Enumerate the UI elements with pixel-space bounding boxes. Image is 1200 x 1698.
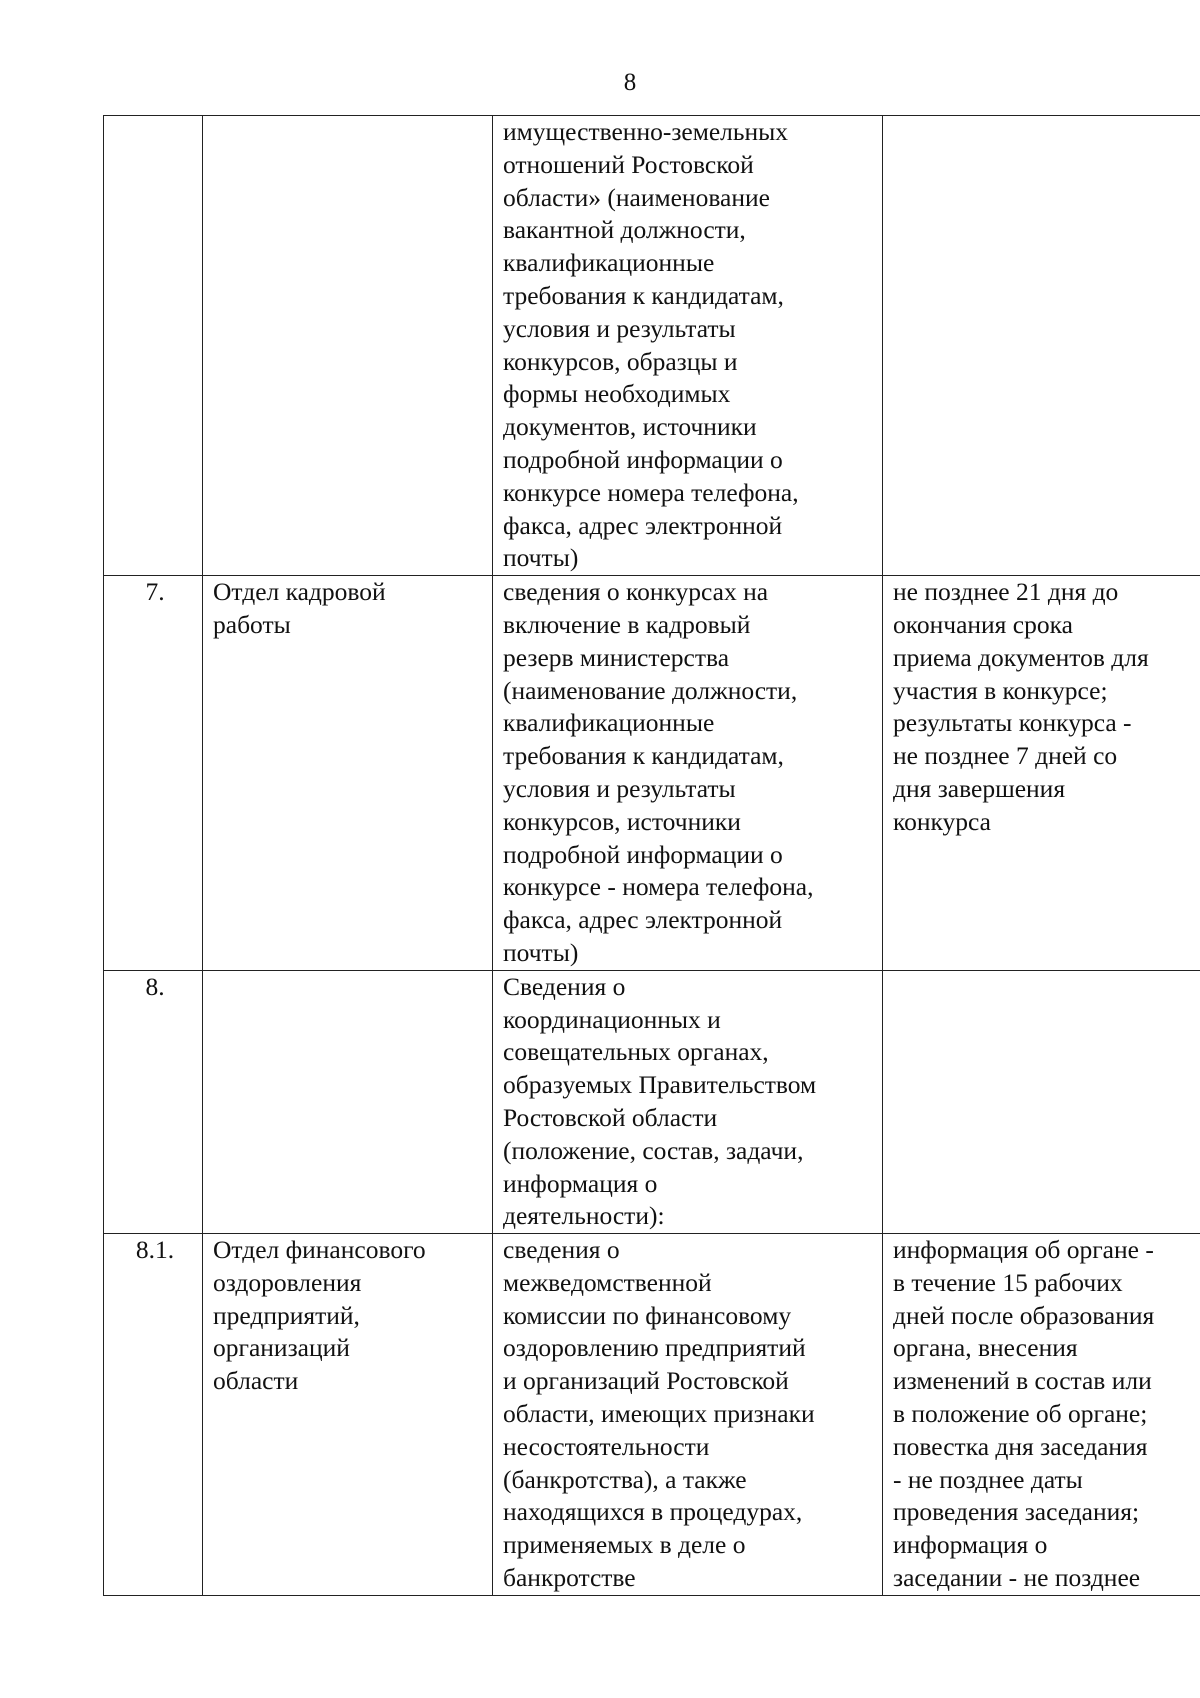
table-row [104, 970, 1200, 1233]
document-table [103, 115, 1200, 1596]
row-number-cell: 7. [104, 576, 203, 971]
term-cell [883, 970, 1200, 1233]
row-number-cell: 8. [104, 970, 203, 1233]
information-cell: имущественно-земельных отношений Ростовской области» (наименование вакантной должности, квалификационные требования к кандидатам, условия и результаты конкурсов, образцы и формы необходимых документов, источники подробной информации о конкурсе номера телефона, факса, адрес электронной почты) [493, 116, 883, 576]
table-row [104, 1234, 1200, 1596]
term-cell: информация об органе - в течение 15 рабочих дней после образования органа, внесения изменений в состав или в положение об органе; повестка дня заседания - не позднее даты проведения заседания; информация о заседании - не позднее [883, 1234, 1200, 1596]
row-number-cell [104, 116, 203, 576]
information-cell: Сведения о координационных и совещательных органах, образуемых Правительством Ростовской области (положение, состав, задачи, информация о деятельности): [493, 970, 883, 1233]
department-cell: Отдел финансового оздоровления предприятий, организаций области [203, 1234, 493, 1596]
table-row [104, 116, 1200, 576]
department-cell [203, 970, 493, 1233]
term-cell: не позднее 21 дня до окончания срока приема документов для участия в конкурсе; результаты конкурса - не позднее 7 дней со дня завершения конкурса [883, 576, 1200, 971]
department-cell: Отдел кадровой работы [203, 576, 493, 971]
department-cell [203, 116, 493, 576]
table-row [104, 576, 1200, 971]
page-number: 8 [623, 69, 637, 96]
information-cell: сведения о межведомственной комиссии по финансовому оздоровлению предприятий и организаций Ростовской области, имеющих признаки несостоятельности (банкротства), а также находящихся в процедурах, применяемых в деле о банкротстве [493, 1234, 883, 1596]
information-cell: сведения о конкурсах на включение в кадровый резерв министерства (наименование должности, квалификационные требования к кандидатам, условия и результаты конкурсов, источники подробной информации о конкурсе - номера телефона, факса, адрес электронной почты) [493, 576, 883, 971]
term-cell [883, 116, 1200, 576]
row-number-cell: 8.1. [104, 1234, 203, 1596]
